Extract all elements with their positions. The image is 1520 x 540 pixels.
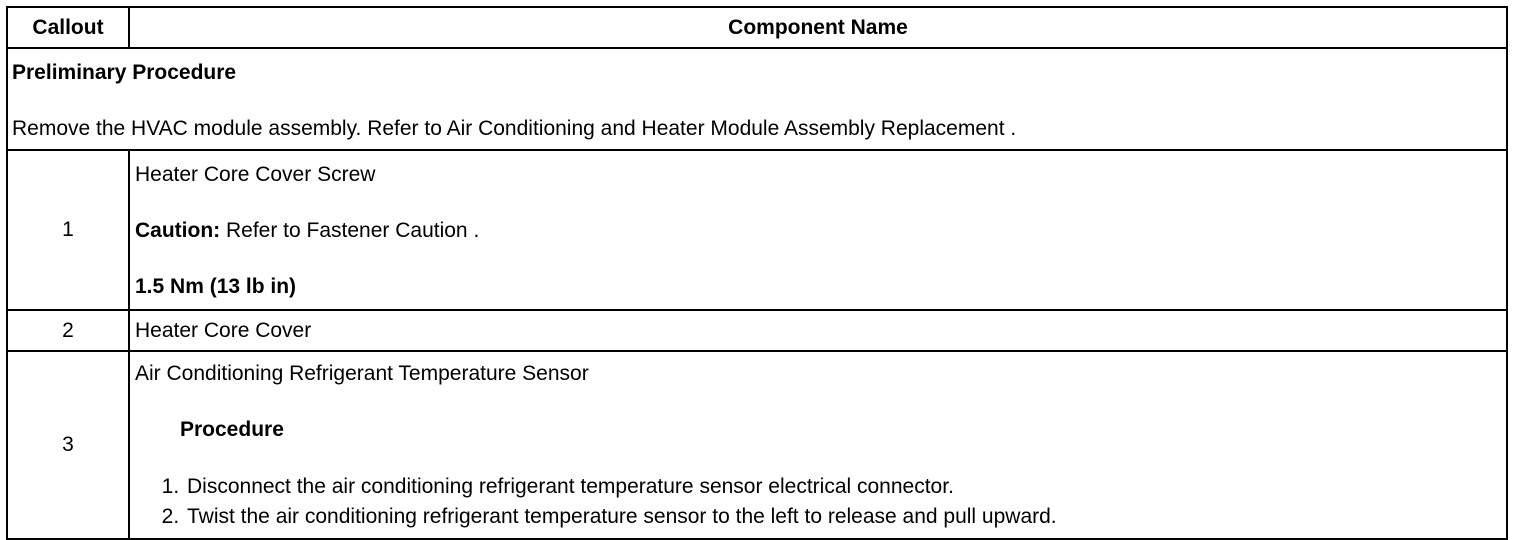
header-callout: Callout [7, 7, 129, 48]
component-table [6, 6, 1508, 540]
preliminary-cell [7, 48, 1507, 150]
preliminary-row [7, 48, 1507, 150]
table-row [7, 310, 1507, 351]
component-name: Heater Core Cover Screw [135, 163, 376, 186]
table-row [7, 150, 1507, 310]
callout-number: 3 [7, 351, 129, 539]
procedure-step: 2. Twist the air conditioning refrigerant temperature sensor to the left to release and pull upward. [185, 502, 1501, 532]
procedure-steps [135, 472, 1501, 532]
component-cell [129, 351, 1507, 539]
component-name: Air Conditioning Refrigerant Temperature Sensor [135, 362, 589, 385]
callout-number: 1 [7, 150, 129, 310]
component-name: Heater Core Cover [129, 310, 1507, 351]
caution-text: Refer to Fastener Caution . [220, 219, 480, 242]
header-component-name: Component Name [129, 7, 1507, 48]
component-cell [129, 150, 1507, 310]
caution-label: Caution: [135, 219, 221, 242]
torque-spec: 1.5 Nm (13 lb in) [135, 275, 297, 298]
table-row [7, 351, 1507, 539]
table-header-row [7, 7, 1507, 48]
preliminary-text: Remove the HVAC module assembly. Refer to Air Conditioning and Heater Module Assembly Replacement . [12, 117, 1017, 140]
preliminary-title: Preliminary Procedure [12, 61, 237, 84]
procedure-title: Procedure [180, 418, 284, 441]
procedure-step: 1. Disconnect the air conditioning refrigerant temperature sensor electrical connector. [185, 472, 1501, 502]
callout-number: 2 [7, 310, 129, 351]
caution-line [135, 219, 1501, 243]
